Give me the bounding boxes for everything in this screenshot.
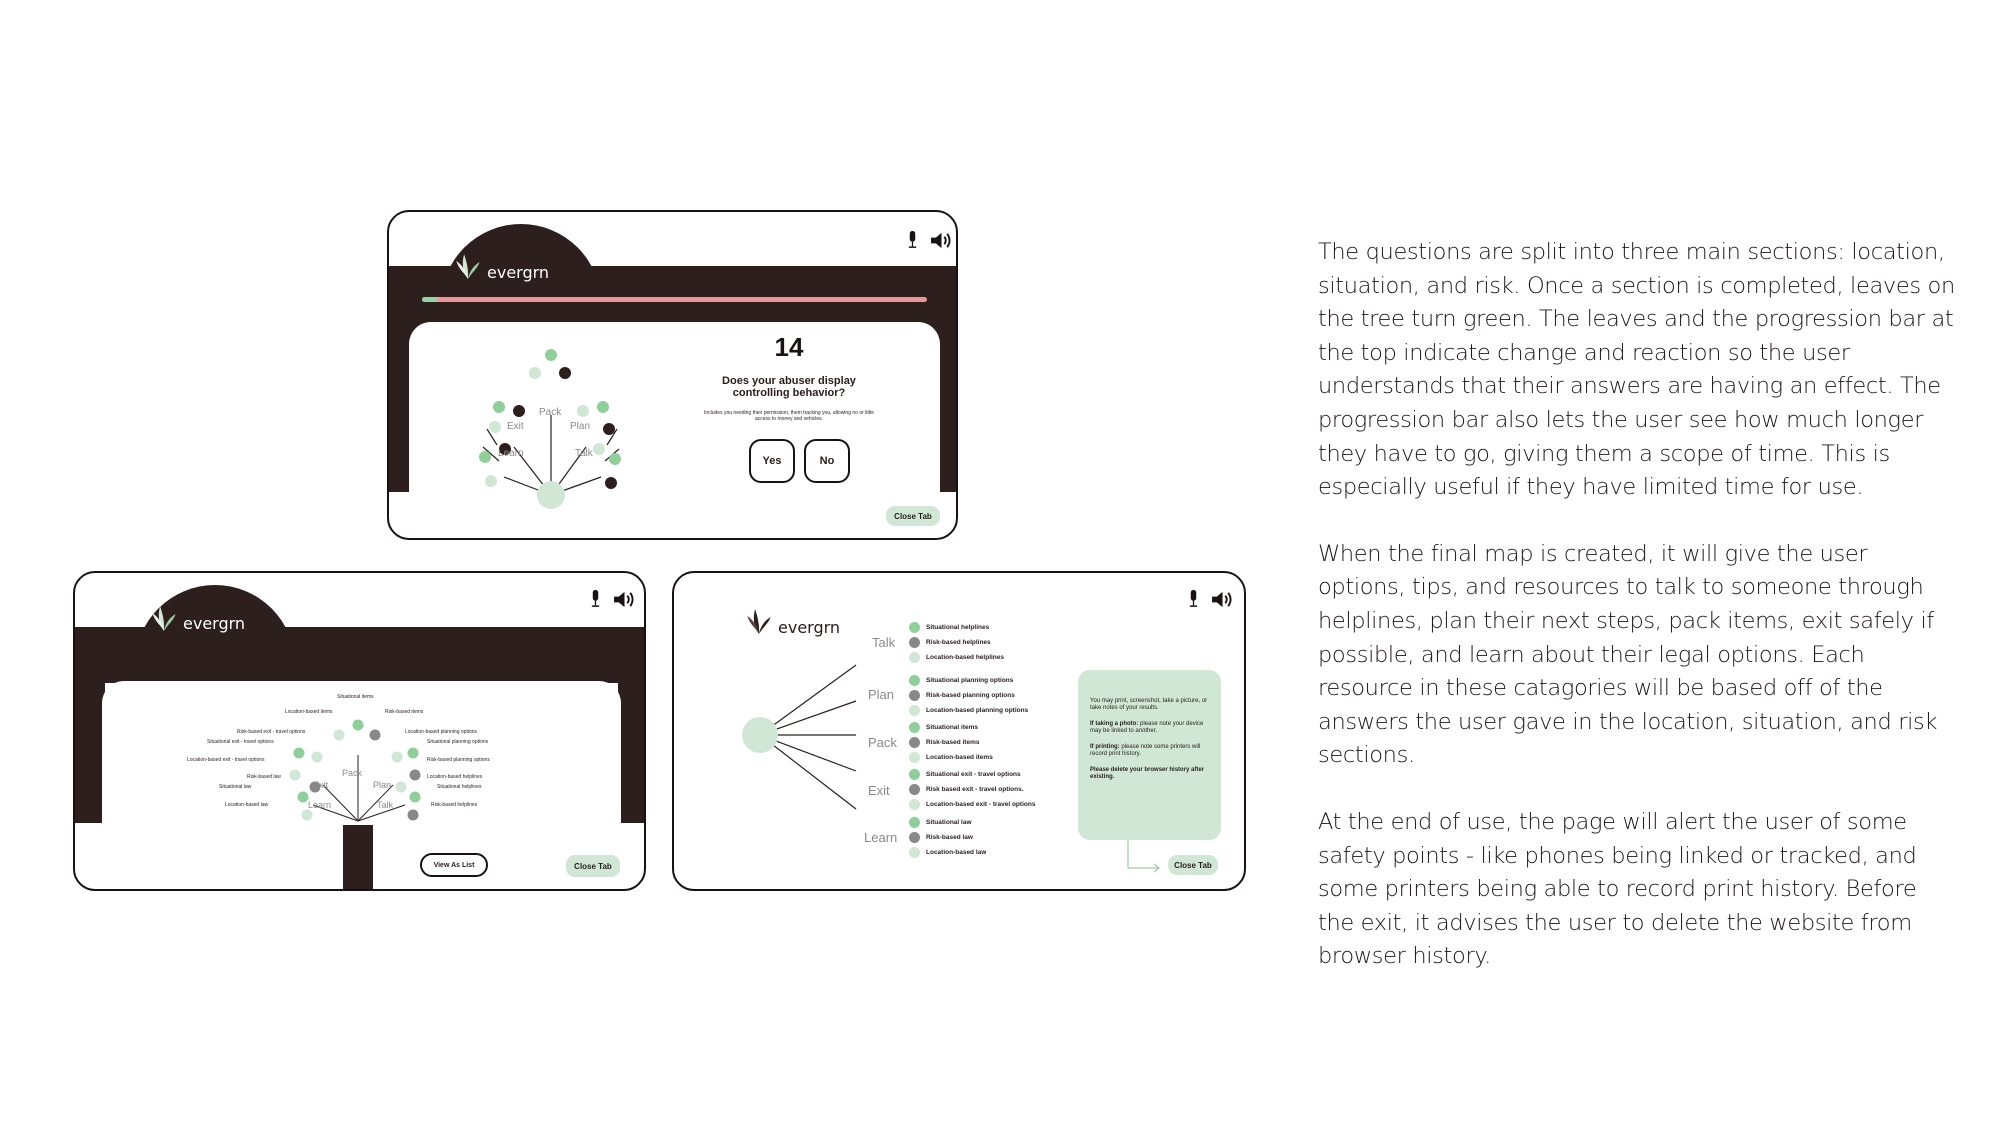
list-item-label: Situational helplines	[926, 624, 990, 631]
note-print-label: If printing:	[1090, 744, 1120, 750]
list-item-dot	[909, 722, 920, 733]
list-item[interactable]	[909, 799, 1035, 810]
list-item[interactable]	[909, 622, 989, 633]
category-learn: Learn	[864, 830, 898, 845]
list-item[interactable]	[909, 752, 993, 763]
list-item-dot	[909, 832, 920, 843]
branch-label-plan: Plan	[570, 421, 591, 432]
tree-map-screen	[73, 571, 646, 891]
close-tab-button[interactable]: Close Tab	[1168, 855, 1218, 875]
category-plan: Plan	[868, 687, 895, 702]
leaf-logo-icon	[151, 599, 177, 637]
list-item-dot	[909, 652, 920, 663]
list-item[interactable]	[909, 722, 978, 733]
tree-item-label: Location-based law	[225, 802, 269, 808]
tree-item-label: Risk-based helplines	[431, 802, 478, 808]
list-item[interactable]	[909, 637, 991, 648]
list-item-label: Risk-based helplines	[926, 639, 991, 646]
tree-item-label: Situational helplines	[437, 784, 482, 790]
category-pack: Pack	[868, 735, 897, 750]
question-subtext: Includes you needing their permission, them tracking you, allowing no or little access to money and vehicles.	[703, 410, 875, 422]
progress-fill	[422, 297, 437, 302]
tree-item-label: Situational law	[219, 784, 252, 790]
list-item-label: Situational exit - travel options	[926, 771, 1021, 778]
note-intro: You may print, screenshot, take a picture, or take notes of your results.	[1090, 698, 1208, 711]
speaker-icon[interactable]	[1211, 590, 1234, 609]
list-item-dot	[909, 690, 920, 701]
tree-item-label: Location-based planning options	[405, 729, 477, 735]
list-item-dot	[909, 622, 920, 633]
description-paragraph-2: When the final map is created, it will give the user options, tips, and resources to talk to someone through helplines, plan their next steps, pack items, exit safely if possible, and learn about their legal options. Each resource in these catagories will be based off of the answers the user gave in the location, situation, and risk sections.	[1318, 540, 1938, 769]
branch-label-pack: Pack	[342, 768, 363, 778]
list-item-dot	[909, 705, 920, 716]
brand-name: evergrn	[778, 618, 841, 637]
list-item-dot	[909, 799, 920, 810]
list-item-label: Risk-based law	[926, 834, 973, 841]
branch-label-learn: Learn	[308, 800, 332, 810]
brand-logo[interactable]	[455, 248, 549, 284]
list-item-label: Risk-based items	[926, 739, 980, 746]
description-paragraph-1: The questions are split into three main sections: location, situation, and risk. Once a section is completed, leaves on the tree turn green. The leaves and the progression bar at the top indicate change and reaction so the user understands that their answers are having an effect. The progression bar also lets the user see how much longer they have to go, giving them a scope of time. This is especially useful if they have limited time for use.	[1318, 239, 1955, 501]
list-item-dot	[909, 675, 920, 686]
microphone-icon[interactable]	[1188, 589, 1199, 609]
list-item-label: Situational law	[926, 819, 972, 826]
description-paragraph-3: At the end of use, the page will alert the user of some safety points - like phones being linked or tracked, and some printers being able to record print history. Before the exit, it advises the user to delete the website from browser history.	[1318, 808, 1917, 970]
tree-item-label: Risk-based planning options	[427, 757, 490, 763]
branch-label-exit: Exit	[313, 780, 329, 790]
right-frame	[618, 673, 646, 823]
list-item-dot	[909, 752, 920, 763]
list-item-dot	[909, 784, 920, 795]
list-item[interactable]	[909, 652, 1004, 663]
branch-label-exit: Exit	[507, 421, 524, 432]
left-frame	[75, 673, 105, 823]
no-button[interactable]: No	[804, 439, 850, 483]
list-item-dot	[909, 847, 920, 858]
list-item-label: Location-based exit - travel options	[926, 801, 1036, 808]
audio-controls	[1188, 589, 1234, 609]
branch-label-plan: Plan	[373, 780, 392, 790]
speaker-icon[interactable]	[930, 231, 953, 250]
tree-item-label: Situational planning options	[427, 739, 489, 745]
question-text: Does your abuser display controlling behavior?	[722, 375, 856, 399]
branch-label-learn: Learn	[498, 448, 524, 459]
yes-button[interactable]: Yes	[749, 439, 795, 483]
note-photo-label: If taking a photo:	[1090, 721, 1139, 727]
question-screen	[387, 210, 958, 540]
close-tab-button[interactable]: Close Tab	[566, 855, 620, 877]
view-as-list-button[interactable]: View As List	[420, 853, 488, 877]
category-talk: Talk	[872, 635, 896, 650]
microphone-icon[interactable]	[907, 230, 918, 250]
list-item-label: Location-based helplines	[926, 654, 1005, 661]
note-print-text: please note some printers will record print history.	[1090, 744, 1201, 757]
category-branches	[734, 633, 874, 853]
list-item[interactable]	[909, 705, 1028, 716]
list-item-dot	[909, 637, 920, 648]
note-delete: Please delete your browser history after existing.	[1090, 767, 1205, 780]
audio-controls	[907, 230, 953, 250]
branch-label-pack: Pack	[539, 407, 562, 418]
speaker-icon[interactable]	[613, 590, 636, 609]
progress-bar	[422, 297, 927, 302]
list-item[interactable]	[909, 847, 986, 858]
arrow-icon	[1124, 840, 1164, 874]
list-item[interactable]	[909, 832, 973, 843]
brand-name: evergrn	[487, 263, 550, 282]
list-item-label: Location-based items	[926, 754, 993, 761]
brand-logo[interactable]	[151, 599, 245, 637]
tree-item-label: Location-based exit - travel options	[187, 757, 265, 763]
brand-name: evergrn	[183, 614, 246, 633]
list-item[interactable]	[909, 737, 979, 748]
list-item-label: Risk based exit - travel options.	[926, 786, 1024, 793]
list-item-label: Risk-based planning options	[926, 692, 1015, 699]
list-item[interactable]	[909, 817, 972, 828]
progress-tree	[459, 327, 659, 517]
audio-controls	[590, 589, 636, 609]
list-item[interactable]	[909, 690, 1015, 701]
list-item-dot	[909, 737, 920, 748]
microphone-icon[interactable]	[590, 589, 601, 609]
close-tab-button[interactable]: Close Tab	[886, 506, 940, 526]
tree-item-label: Location-based helplines	[427, 774, 483, 780]
tree-item-label: Risk-based items	[385, 709, 424, 715]
leaf-logo-icon	[455, 248, 481, 284]
list-item[interactable]	[909, 675, 1013, 686]
list-item-label: Location-based law	[926, 849, 987, 856]
description-text	[1318, 236, 1958, 1007]
resource-list	[909, 622, 1079, 891]
question-number: 14	[774, 332, 804, 362]
tree-item-label: Risk-based exit - travel options	[237, 729, 306, 735]
list-item-dot	[909, 817, 920, 828]
tree-trunk	[343, 825, 373, 891]
list-item[interactable]	[909, 769, 1021, 780]
list-item-label: Location-based planning options	[926, 707, 1029, 714]
safety-note-card	[1078, 670, 1221, 840]
branch-label-talk: Talk	[377, 800, 394, 810]
tree-item-label: Situational items	[337, 694, 374, 700]
tree-item-label: Situational exit - travel options	[207, 739, 274, 745]
list-item[interactable]	[909, 784, 1024, 795]
list-item-label: Situational items	[926, 724, 979, 731]
list-item-dot	[909, 769, 920, 780]
tree-item-label: Risk-based law	[247, 774, 281, 780]
category-exit: Exit	[868, 783, 890, 798]
list-map-screen	[672, 571, 1246, 891]
tree-item-label: Location-based items	[285, 709, 333, 715]
list-item-label: Situational planning options	[926, 677, 1014, 684]
branch-label-talk: Talk	[575, 448, 593, 459]
note-photo-text: please note your device may be linked to another.	[1090, 721, 1204, 734]
